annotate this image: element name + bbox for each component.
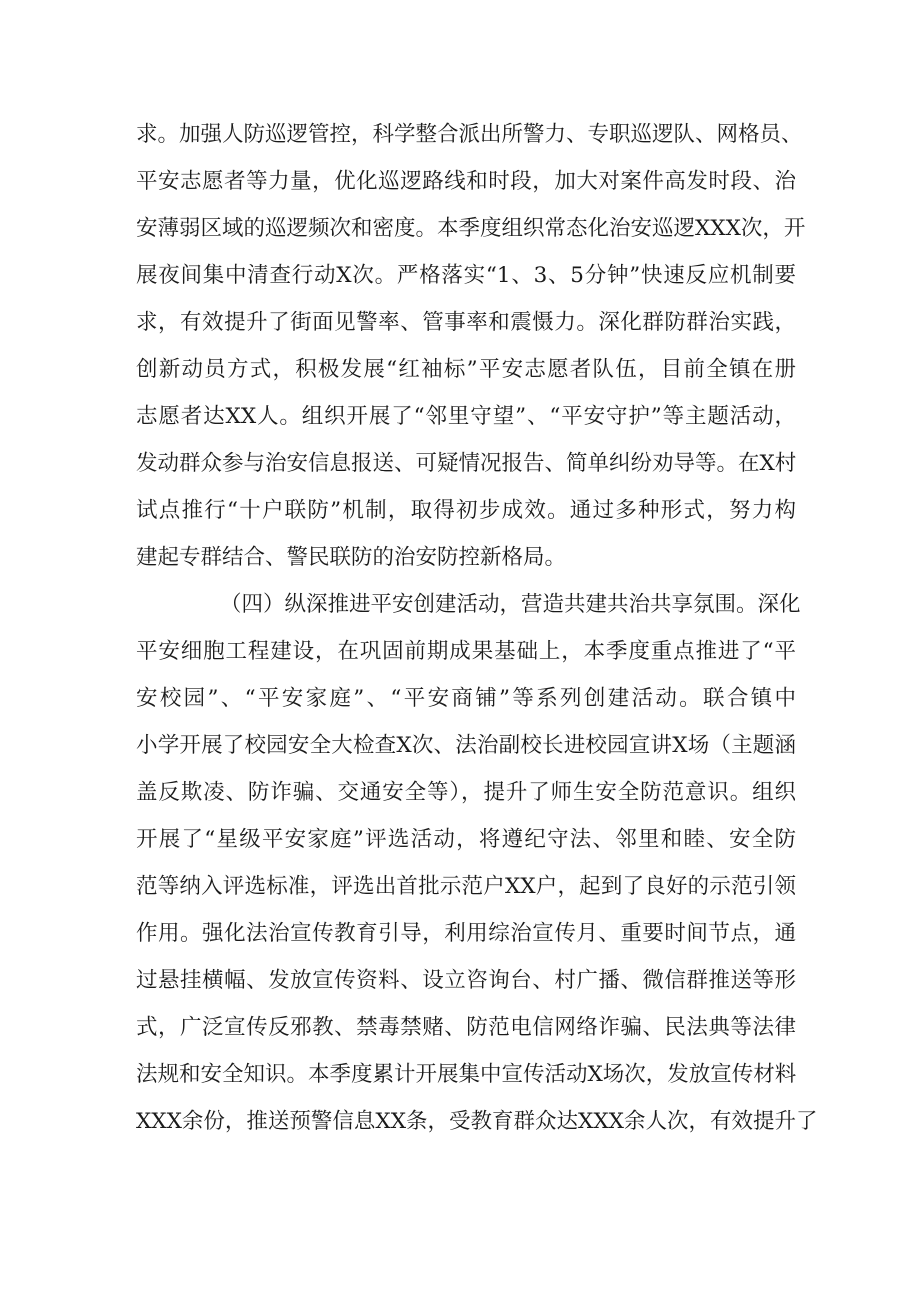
- text-line: 试点推行“十户联防”机制，取得初步成效。通过多种形式，努力构: [136, 498, 796, 523]
- section-heading-line: （四）纵深推进平安创建活动，营造共建共治共享氛围。深化: [220, 592, 801, 617]
- text-line: 创新动员方式，积极发展“红袖标”平安志愿者队伍，目前全镇在册: [136, 357, 796, 382]
- text-line: 平安细胞工程建设，在巩固前期成果基础上，本季度重点推进了“平: [136, 639, 796, 664]
- text-line: 法规和安全知识。本季度累计开展集中宣传活动X场次，发放宣传材料: [136, 1062, 797, 1087]
- paragraph-patrol-control: [136, 111, 806, 581]
- text-line: 发动群众参与治安信息报送、可疑情况报告、简单纠纷劝导等。在X村: [136, 451, 797, 476]
- text-line: 盖反欺凌、防诈骗、交通安全等），提升了师生安全防范意识。组织: [136, 780, 796, 805]
- text-line: 志愿者达XX人。组织开展了“邻里守望”、“平安守护”等主题活动，: [136, 404, 796, 429]
- text-line: 作用。强化法治宣传教育引导，利用综治宣传月、重要时间节点，通: [136, 921, 796, 946]
- text-line: 求，有效提升了街面见警率、管事率和震慑力。深化群防群治实践，: [136, 310, 796, 335]
- text-line: 展夜间集中清查行动X次。严格落实“1、3、5分钟”快速反应机制要: [136, 263, 796, 288]
- text-line: 建起专群结合、警民联防的治安防控新格局。: [136, 545, 567, 570]
- paragraph-peace-building: [136, 581, 818, 1145]
- text-line: 安校园”、“平安家庭”、“平安商铺”等系列创建活动。联合镇中: [136, 686, 796, 711]
- text-line: 平安志愿者等力量，优化巡逻路线和时段，加大对案件高发时段、治: [136, 169, 796, 194]
- text-line: 过悬挂横幅、发放宣传资料、设立咨询台、村广播、微信群推送等形: [136, 968, 796, 993]
- text-line: 范等纳入评选标准，评选出首批示范户XX户，起到了良好的示范引领: [136, 874, 796, 899]
- text-line: 小学开展了校园安全大检查X次、法治副校长进校园宣讲X场（主题涵: [136, 733, 796, 758]
- text-line: 开展了“星级平安家庭”评选活动，将遵纪守法、邻里和睦、安全防: [136, 827, 796, 852]
- text-line: XXX余份，推送预警信息XX条，受教育群众达XXX余人次，有效提升了: [136, 1109, 818, 1134]
- text-line: 求。加强人防巡逻管控，科学整合派出所警力、专职巡逻队、网格员、: [136, 122, 803, 147]
- text-line: 式，广泛宣传反邪教、禁毒禁赌、防范电信网络诈骗、民法典等法律: [136, 1015, 796, 1040]
- text-line: 安薄弱区域的巡逻频次和密度。本季度组织常态化治安巡逻XXX次，开: [136, 216, 806, 241]
- document-body: [136, 111, 818, 1145]
